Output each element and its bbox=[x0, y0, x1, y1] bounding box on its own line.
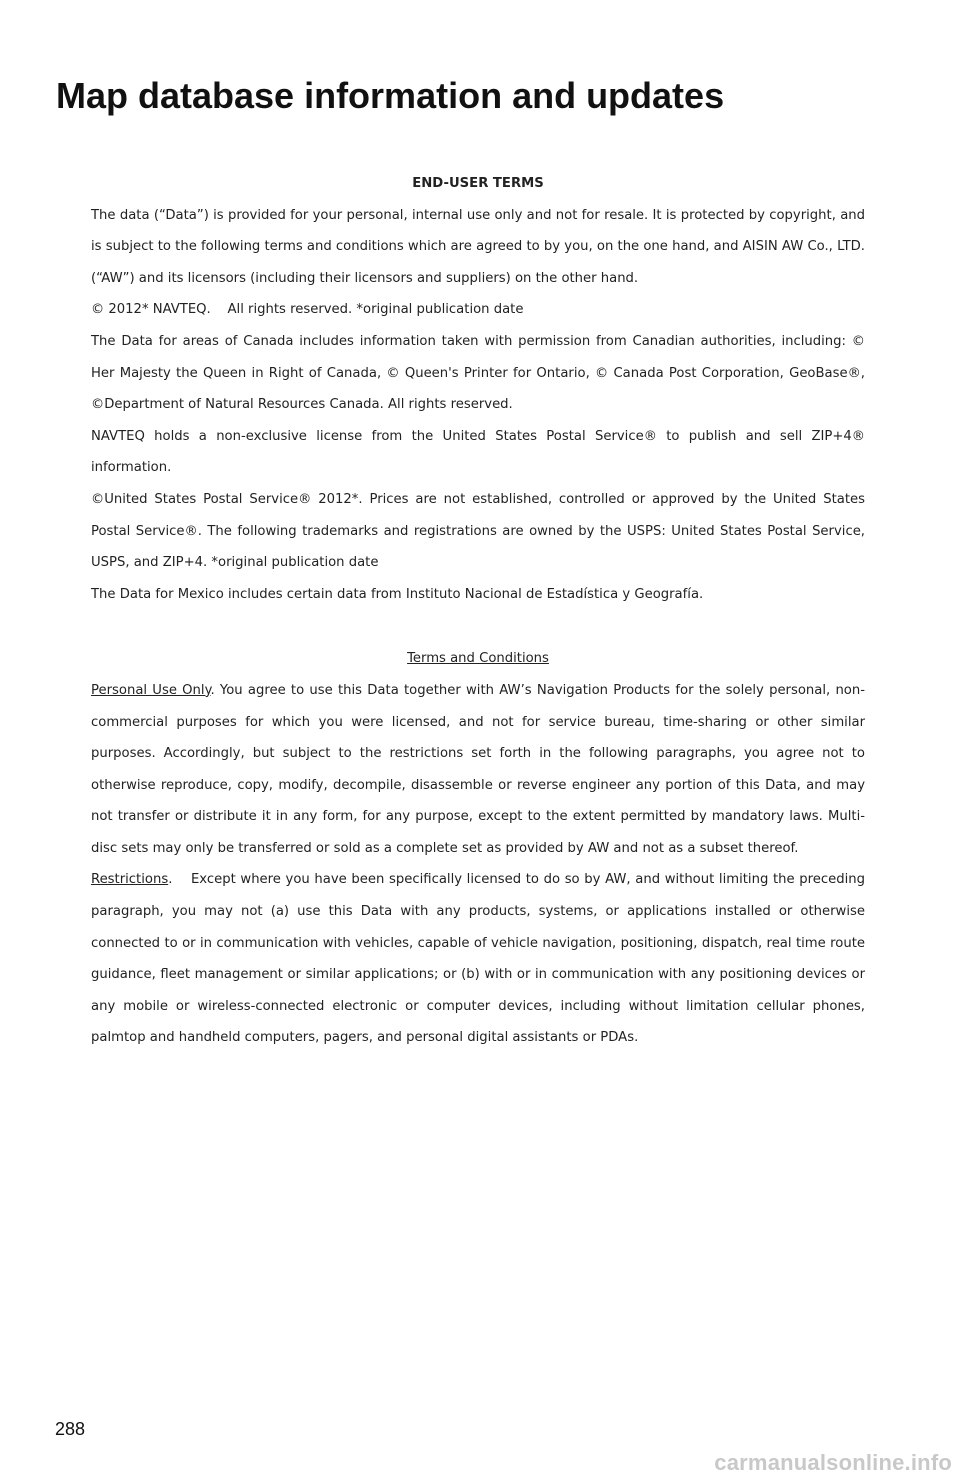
restrictions-paragraph bbox=[91, 864, 870, 1054]
restrictions-text: . Except where you have been specifically licensed to do so by AW, and without limiting the preceding paragraph, you may not (a) use this Data with any products, systems, or applications installed or otherwise connected to or in communication with vehicles, capable of vehicle navigation, positioning, dispatch, real time route guidance, fleet management or similar applications; or (b) with or in communication with any positioning devices or any mobile or wireless-connected electronic or computer devices, including without limitation cellular phones, palmtop and handheld computers, pagers, and personal digital assistants or PDAs. bbox=[91, 872, 870, 1046]
terms-paragraph-usps: ©United States Postal Service® 2012*. Prices are not established, controlled or approved by the United States Postal Service®. The following trademarks and registrations are owned by the USPS: United States Postal Service, USPS, and ZIP+4. *original publication date bbox=[91, 491, 865, 571]
personal-use-paragraph bbox=[91, 675, 865, 865]
terms-paragraph-mexico: The Data for Mexico includes certain data from Instituto Nacional de Estadística y Geografía. bbox=[91, 586, 704, 602]
terms-and-conditions-heading: Terms and Conditions bbox=[407, 651, 549, 667]
terms-content bbox=[91, 168, 870, 1054]
page-number: 288 bbox=[55, 1419, 86, 1439]
personal-use-term: Personal Use Only bbox=[91, 682, 211, 698]
page-title: Map database information and updates bbox=[56, 75, 725, 116]
end-user-terms-heading: END-USER TERMS bbox=[412, 176, 544, 191]
personal-use-text: . You agree to use this Data together with AW’s Navigation Products for the solely personal, non-commercial purposes for which you were licensed, and not for service bureau, time-sharing or other similar purposes. Accordingly, but subject to the restrictions set forth in the following paragraphs, you agree not to otherwise reproduce, copy, modify, decompile, disassemble or reverse engineer any portion of this Data, and may not transfer or distribute it in any form, for any purpose, except to the extent permitted by mandatory laws. Multi-disc sets may only be transferred or sold as a complete set as provided by AW and not as a subset thereof. bbox=[91, 682, 865, 856]
restrictions-term: Restrictions bbox=[91, 872, 169, 888]
terms-paragraph-navteq-license: NAVTEQ holds a non-exclusive license from the United States Postal Service® to publish and sell ZIP+4® information. bbox=[91, 428, 865, 476]
watermark-text: carmanualsonline.info bbox=[714, 1450, 952, 1475]
terms-paragraph-data-provision: The data (“Data”) is provided for your personal, internal use only and not for resale. It is protected by copyright, and is subject to the following terms and conditions which are agreed to by you, on the one hand, and AISIN AW Co., LTD. (“AW”) and its licensors (including their licensors and suppliers) on the other hand. bbox=[91, 207, 865, 286]
terms-paragraph-canada: The Data for areas of Canada includes information taken with permission from Canadian authorities, including: © Her Majesty the Queen in Right of Canada, © Queen's Printer for Ontario, © Canada Post Corporation, GeoBase®, ©Department of Natural Resources Canada. All rights reserved. bbox=[91, 333, 865, 413]
terms-paragraph-navteq-copyright: © 2012* NAVTEQ. All rights reserved. *original publication date bbox=[91, 302, 524, 318]
